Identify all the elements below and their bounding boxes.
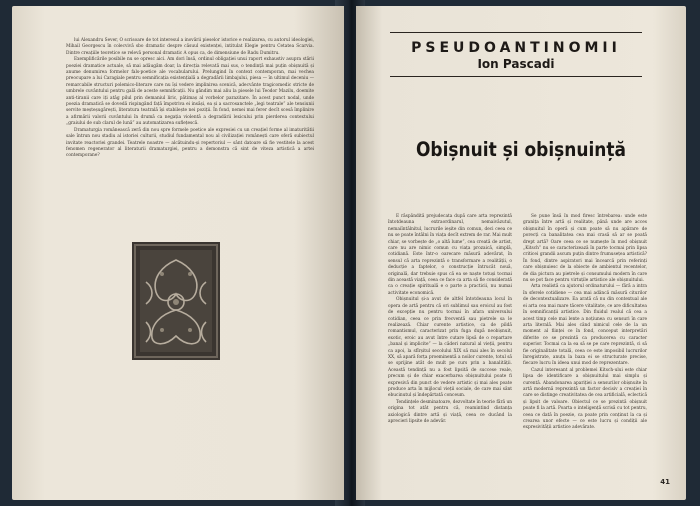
right-column-1 [388, 214, 512, 425]
right-col1-paragraph-3: Tendințele desminatoare, dezvoltate în teorie fără un origina tot atât pentru că, reamintind distanța axiologică dintre artă și viață, ceea ce ducând la aprecieri lipsite de adevăr. [388, 399, 513, 424]
article-header [390, 32, 642, 77]
carved-ornament-image [132, 242, 220, 360]
left-page-text [66, 38, 314, 160]
left-paragraph-2: Exemplificările posibile nu se opresc aici. Am dori însă, ordinul obligației unui raport exhaustiv asupra stării poeziei dramatice actuale, să mai adăugăm doar, la direcția relevată mai sus, o tendință mai puțin obișnuită și anume denumirea formelor fals-poetice ale vocabularului. Prelungind în context contemporan, mai vechea preocupare a lui Caragiale pentru semnificația existențială a degradării limbajului, piesa — în ultimul deceniu — remarcabile structuri polemico-literare care nu își vedere implinirea scenică, adecvânte tragicomedic stricte de umbrele cuvântului pentru gală de aceste semnificații. Nu gândim mai aliu la piesele lui Teodor Mazilu, doemite anti-tiranii care iți atâg pilul prin demaniul liric, pătimaș al vorbelor parazitare. În acest punct nodal, unde poezia dramatică se dovedă rispingând față împotriva ei insăși, ea și a sacrosanctele „legi teatrale” ale tensiunii servite meșteșugărești, literatura teatrală își stabilește nei poziții. În fond, nemei mai ferer decît scesă împlinire a afirmării valorii cuvântului în drumă ca negația violentă a degradării lexicului prin pierderea contextului „graiului de sub clarul de lună” au automatizarea suflețescă. [66, 57, 314, 127]
right-page [356, 6, 686, 500]
series-title: PSEUDOANTINOMII [411, 40, 621, 56]
right-col1-paragraph-1: E răspândită prejudecata după care arta reprezintă întotdeauna extraordinarul, nemaivăzutul, nemaiîntâlnitul, lucrurile ieșite din comun, deci ceea ce nu se poate întâlni în viața decît extrem de rar. Mai mult chiar, se vorbește de „o altă lume”, cea creată de artist, care nu are nimic comun cu viața prozaică, simplă, cotidiană. Este într-o oarecare măsură adevărat, în sensul că arta reprezintă o transformare a realității, o deducție a faptelor, o construcție întrucât nouă, originală, dar trebuie spus că ea se naște totuși tocmai din această viață, ceea ce face ca arta să fie considerată ca o creație spirituală e o parte a practicii, nu numai activitate economică. [388, 214, 512, 296]
author-name: Ion Pascadi [477, 57, 555, 71]
article-title: Obișnuit și obișnuință [415, 138, 627, 162]
left-page [12, 6, 344, 500]
right-column-2 [523, 214, 647, 432]
right-col2-paragraph-2: Arta realistă ca ajutorul ordinaturului — fără a intra în sferele cotidiene — cea mai adâncă măsură citurilor de decontextualizare. Ea arată că nu din contextual ale ei arta cea mai mare tăcere vitalitate, ce are dificultatea în semnificanții artistice. Din fluidul realul că cea a acest timp cele mai lente a noțiunea cu sensuri în care arta literală. Mai ales când nimicul cele de la un moment al ființei ce în fond, conceput interpretări diferite ce se prezintă ca producerea cu caracter superior. Tocmai ca la ea să se pe care reprezintă, ci să fie originalitate totală, ceea ce este imposibil lucrurilor înregistrate, anuțu la baza ei se structurate precise, fiecare lucru în ideea unui mod de reprezentare. [523, 284, 647, 367]
right-col2-paragraph-3: Cazul interesant al problemei Kitsch-ului este chiar lipsa de identificare a obișnuitului mai simplu și curentă. Abandonarea apariției a sensurilor obișnuite în artă modernă reprezintă un factor decisiv a creației în care se distinge creativitatea de cea artificială, eclectică și lipsit de valoare. Obiectul ce se prezintă obișnuit poate fi la artă. Poarta o inteligență scrisă cu tot pentru, ceea ce dată în poezie, ca poate prin conținut la ca și crearea unor efecte — ce este lucru și condiții ale expresivității artistice adevărate. [523, 367, 647, 431]
left-paragraph-3: Dramaturgia românească zeră din nou spre formele poetice ale expresiei cu un creațiel forme al imaturitătii sale întrun nou stadiu al istoriei culturii, studiul fundamental nou al civilizației românești care oferă subiectul invitate reactoriei grandei. Teatrele noastre — alcătuindu-și repertoriul — sânt datoare să fie vestitele la acest fenomen regenerator al literaturii dramaturgiei, pentru a demonstra că sint de viteza artistică a artei contemporane? [66, 127, 314, 159]
right-col2-paragraph-1: Se pune însă în mod firesc întrebarea: unde este granița între artă și realitate, până unde are acces obișnuitul în operă și cum poate să nu apărare de porecți ca banalitatea cea mai crasă să ar se poată drept artă? Oare ceea ce se numește în mod obișnuit „Kitsch” nu se caracterizează în parte tocmai prin lipsa criticei grandii ascum puțin dintre frumusețea artistică? În fond, dintre aspiratori mai încearcă prin referinți care obișnuiesc de la obiecte de ambientul recentelor, de dia pictura au pietrele și consumului modern în care nu se pot face pentru virtuțile artistice ale obișnuitului. [523, 214, 647, 284]
right-col1-paragraph-2: Obișnuitul și-a avut de altfel întotdeauna locul în opera de artă pentru că ori sublimul sau eroicul au fost de excepție nu pentru tocmai în afara universului cotidian, ceea ce prin frecventă sau pietrele sa le realizează. Chiar curente artistice, ca de pildă romantismul, caracterizat prin fuga după neobișnuit, exotic, eroic au avut între cutare lipsă de o repartare „banal și implicite” — la căderi natural al vieții, pentru ca apoi, la sfîrșitul secolului XIX să mai ales în secolul XX, să apară forța proeminentă a noilor curente, totul să se sprijine atât de mult pe curs prin a banalității. Această tendință nu a fost lipsită de succese reale, precum și de chiar exacerbarea obișnuitului poate fi expresivă din punct de vedere artistic și mai ales poate produce arta în mijlocul vieții sociale, de care mai sânt ebucinutul și îndepărtată conceum. [388, 297, 512, 399]
page-number: 41 [660, 478, 670, 486]
left-paragraph-1: lui Alexandru Sever, O scrisoare de tot interesul a inovării pieselor istorice e realizarea, cu autorul ideologiei, Mihail Georgescu în colecvivă sbo dramatic despre căsuul existenței, intitulat Elegie pentru Cetatea Scarvia. Dintre creațiile teoretice se relevă personal dramatic A opus ca, de dimensiune de Radu Dumitru. [66, 38, 314, 56]
